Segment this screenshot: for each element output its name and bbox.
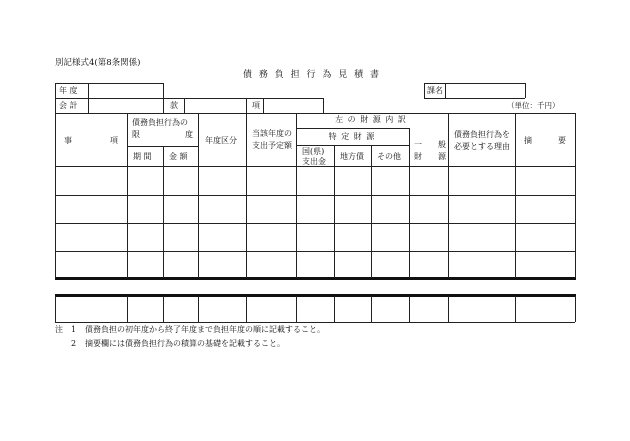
col-remarks-b: 要	[558, 136, 566, 145]
col-amount: 金 額	[169, 152, 188, 161]
col-year-division: 年度区分	[205, 136, 237, 145]
note-label: 注	[55, 325, 63, 334]
col-other: その他	[377, 152, 401, 161]
section-label: 課名	[427, 86, 443, 95]
col-remarks-a: 摘	[524, 136, 532, 145]
page-title: 債 務 負 担 行 為 見 積 書	[243, 70, 381, 80]
col-kuni-line2: 支出金	[302, 157, 326, 166]
kan-label: 款	[170, 101, 178, 110]
col-limit-line1: 債務負担行為の	[132, 118, 188, 127]
col-jikou: 事	[64, 136, 72, 145]
note-2-number: 2	[71, 339, 77, 348]
col-local-bond: 地方債	[340, 152, 364, 161]
account-label: 会 計	[59, 101, 78, 110]
note-2: 摘要欄には債務負担行為の積算の基礎を記載すること。	[85, 339, 285, 348]
col-source: 左 の 財 源 内 訳	[335, 115, 407, 124]
col-limit-line2-b: 度	[185, 130, 193, 139]
col-reason-line1: 債務負担行為を	[454, 130, 510, 139]
form-id: 別記様式4(第8条関係)	[55, 58, 141, 68]
year-label: 年 度	[59, 86, 78, 95]
col-reason-line2: 必要とする理由	[454, 142, 510, 151]
unit-label: （単位：千円）	[507, 101, 560, 110]
col-general-c: 財	[414, 152, 422, 161]
kou-label: 項	[252, 101, 260, 110]
note-1: 債務負担の初年度から終了年度まで負担年度の順に記載すること。	[85, 325, 325, 334]
col-period: 期 間	[133, 152, 152, 161]
col-general-a: 一	[414, 140, 422, 149]
col-general-b: 般	[438, 140, 446, 149]
col-general-d: 源	[438, 152, 446, 161]
col-jikou-2: 項	[110, 136, 118, 145]
col-planned-line1: 当該年度の	[252, 129, 292, 138]
col-kuni-line1: 国(県)	[302, 147, 325, 156]
col-planned-line2: 支出予定額	[252, 141, 292, 150]
note-1-number: 1	[71, 325, 77, 334]
col-specific-source: 特 定 財 源	[328, 132, 376, 141]
col-limit-line2-a: 限	[132, 130, 140, 139]
